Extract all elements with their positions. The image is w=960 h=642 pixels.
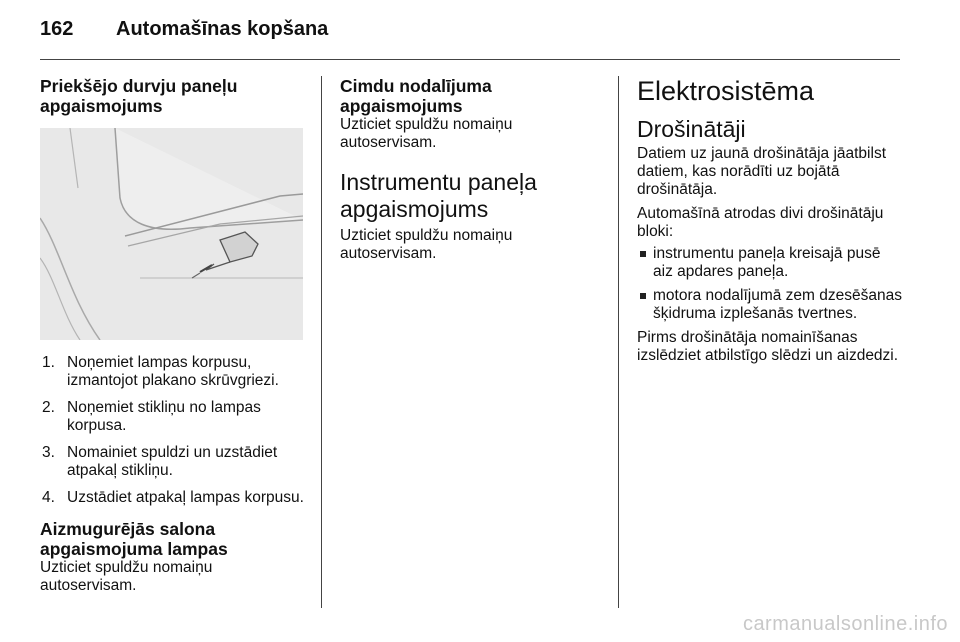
page-number: 162 — [40, 18, 74, 40]
section-heading: Aizmugurējās salona apgaismojuma lampas — [40, 519, 228, 559]
body-text: Automašīnā atrodas divi drošinātāju bloki: — [637, 205, 884, 240]
door-lamp-drawing — [40, 128, 303, 340]
subsection-heading: Drošinātāji — [637, 116, 746, 142]
step-number: 2. — [42, 399, 55, 416]
chapter-title: Automašīnas kopšana — [116, 18, 329, 40]
list-item — [40, 444, 305, 480]
header-rule — [40, 59, 900, 60]
step-number: 4. — [42, 489, 55, 506]
bullet-icon — [640, 251, 646, 257]
step-text: Noņemiet stikliņu no lampas korpusa. — [67, 399, 261, 434]
step-number: 3. — [42, 444, 55, 461]
body-text: Uzticiet spuldžu nomaiņu autoservisam. — [340, 227, 513, 262]
column-middle — [340, 76, 590, 263]
step-text: Uzstādiet atpakaļ lampas korpusu. — [67, 489, 304, 506]
section-heading: Cimdu nodalījuma apgaismojums — [340, 76, 492, 116]
column-divider — [618, 76, 619, 608]
list-item — [40, 354, 305, 390]
bullet-list — [637, 245, 902, 323]
column-left — [40, 76, 305, 595]
door-lamp-illustration — [40, 128, 303, 340]
step-number: 1. — [42, 354, 55, 371]
column-right — [637, 76, 902, 365]
section-heading: Priekšējo durvju paneļu apgaismojums — [40, 76, 238, 116]
step-list — [40, 354, 305, 507]
page-header — [40, 18, 328, 41]
bullet-text: instrumentu paneļa kreisajā pusē aiz apdares paneļa. — [653, 245, 881, 280]
body-text: Uzticiet spuldžu nomaiņu autoservisam. — [40, 559, 213, 594]
body-text: Uzticiet spuldžu nomaiņu autoservisam. — [340, 116, 513, 151]
list-item — [40, 399, 305, 435]
watermark: carmanualsonline.info — [742, 613, 948, 635]
bullet-icon — [640, 293, 646, 299]
bullet-text: motora nodalījumā zem dzesēšanas šķidruma izplešanās tvertnes. — [653, 287, 902, 322]
list-item — [637, 287, 902, 323]
list-item — [40, 489, 305, 507]
step-text: Noņemiet lampas korpusu, izmantojot plakano skrūvgriezi. — [67, 354, 279, 389]
section-heading: Instrumentu paneļa apgaismojums — [340, 169, 537, 222]
column-divider — [321, 76, 322, 608]
chapter-section-title: Elektrosistēma — [637, 76, 815, 106]
body-text: Pirms drošinātāja nomainīšanas izslēdziet atbilstīgo slēdzi un aizdedzi. — [637, 329, 899, 364]
step-text: Nomainiet spuldzi un uzstādiet atpakaļ stikliņu. — [67, 444, 278, 479]
body-text: Datiem uz jaunā drošinātāja jāatbilst datiem, kas norādīti uz bojātā drošinātāja. — [637, 145, 886, 198]
list-item — [637, 245, 902, 281]
